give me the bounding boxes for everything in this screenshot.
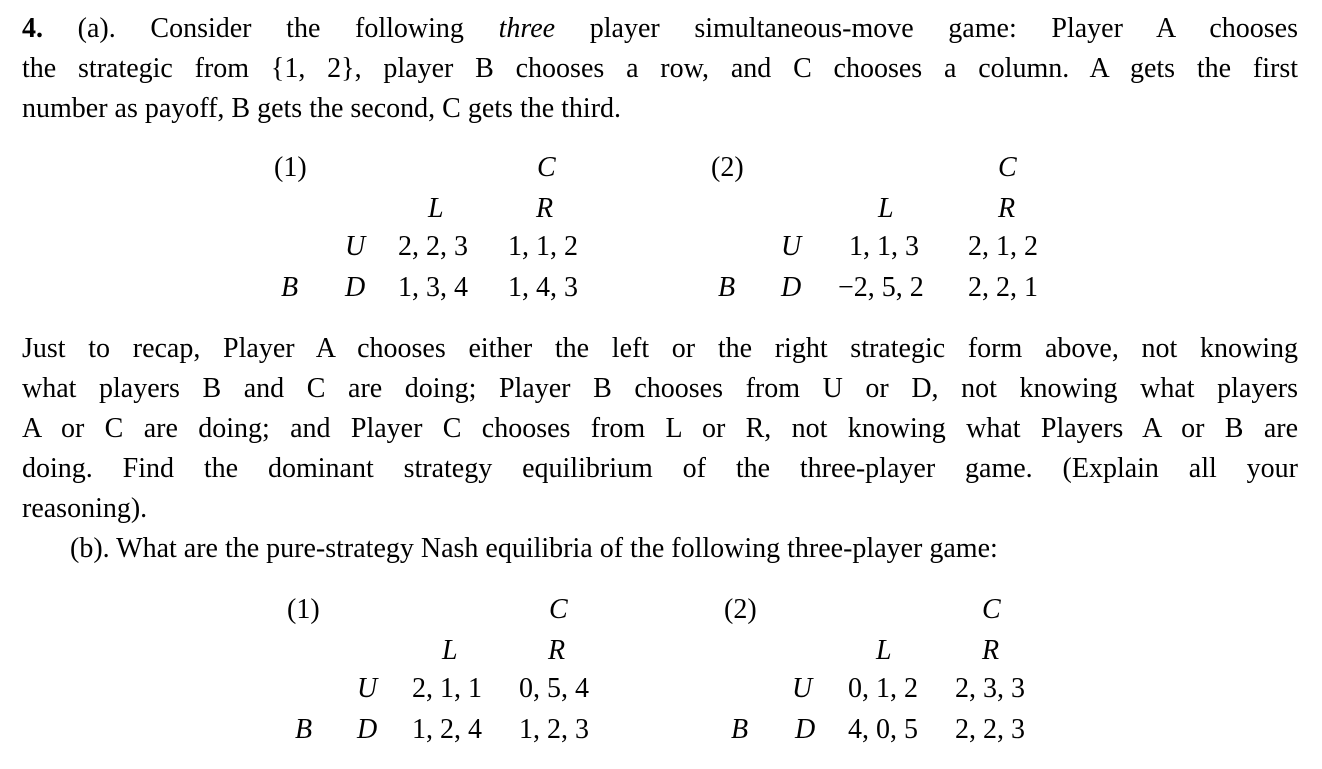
game-label: (2): [724, 594, 757, 625]
col-label-l: L: [876, 635, 892, 666]
recap-line: doing. Find the dominant strategy equilibrium of the three-player game. (Explain all your: [22, 453, 1298, 484]
col-label-r: R: [536, 193, 554, 224]
intro-italic: three: [498, 13, 556, 44]
col-player-label: C: [998, 152, 1017, 183]
row-player-label: B: [731, 714, 749, 745]
row-label-d: D: [781, 272, 802, 303]
game-label: (1): [274, 152, 307, 183]
row-label-u: U: [781, 231, 802, 262]
payoff-d-r: 1, 4, 3: [508, 272, 578, 303]
intro-line-3: number as payoff, B gets the second, C gets the third.: [22, 93, 622, 124]
row-label-d: D: [795, 714, 816, 745]
part-b-question: (b). What are the pure-strategy Nash equilibria of the following three-player game:: [70, 533, 998, 564]
payoff-d-r: 1, 2, 3: [519, 714, 589, 745]
col-player-label: C: [549, 594, 568, 625]
payoff-d-l: 4, 0, 5: [848, 714, 918, 745]
col-label-l: L: [442, 635, 458, 666]
col-label-l: L: [428, 193, 444, 224]
payoff-u-r: 2, 3, 3: [955, 673, 1025, 704]
intro-text-cont: player simultaneous-move game: Player A chooses: [555, 13, 1299, 44]
col-player-label: C: [982, 594, 1001, 625]
payoff-u-l: 1, 1, 3: [849, 231, 919, 262]
row-label-u: U: [357, 673, 378, 704]
recap-line: A or C are doing; and Player C chooses from L or R, not knowing what Players A or B are: [22, 413, 1298, 444]
payoff-d-r: 2, 2, 3: [955, 714, 1025, 745]
payoff-u-r: 2, 1, 2: [968, 231, 1038, 262]
payoff-u-r: 1, 1, 2: [508, 231, 578, 262]
intro-line-2: the strategic from {1, 2}, player B chooses a row, and C chooses a column. A gets the first: [22, 53, 1298, 84]
question-number: 4.: [22, 13, 43, 44]
payoff-d-l: 1, 2, 4: [412, 714, 482, 745]
payoff-u-l: 2, 1, 1: [412, 673, 482, 704]
col-label-r: R: [548, 635, 566, 666]
col-label-l: L: [878, 193, 894, 224]
payoff-d-r: 2, 2, 1: [968, 272, 1038, 303]
row-label-u: U: [792, 673, 813, 704]
row-player-label: B: [281, 272, 299, 303]
payoff-u-r: 0, 5, 4: [519, 673, 589, 704]
recap-line: what players B and C are doing; Player B chooses from U or D, not knowing what players: [22, 373, 1298, 404]
row-label-u: U: [345, 231, 366, 262]
col-player-label: C: [537, 152, 556, 183]
row-player-label: B: [295, 714, 313, 745]
payoff-u-l: 2, 2, 3: [398, 231, 468, 262]
intro-text: Consider the following: [115, 13, 499, 44]
recap-paragraph: [22, 329, 1298, 569]
game-label: (2): [711, 152, 744, 183]
payoff-u-l: 0, 1, 2: [848, 673, 918, 704]
intro-line-1: [22, 9, 1298, 49]
recap-line: Just to recap, Player A chooses either the left or the right strategic form above, not knowing: [22, 333, 1298, 364]
col-label-r: R: [982, 635, 1000, 666]
game-label: (1): [287, 594, 320, 625]
payoff-d-l: 1, 3, 4: [398, 272, 468, 303]
recap-line: reasoning).: [22, 493, 148, 524]
col-label-r: R: [998, 193, 1016, 224]
question-intro: [22, 9, 1298, 129]
part-a-label: (a).: [77, 13, 116, 44]
row-label-d: D: [357, 714, 378, 745]
payoff-d-l: −2, 5, 2: [838, 272, 924, 303]
row-player-label: B: [718, 272, 736, 303]
row-label-d: D: [345, 272, 366, 303]
